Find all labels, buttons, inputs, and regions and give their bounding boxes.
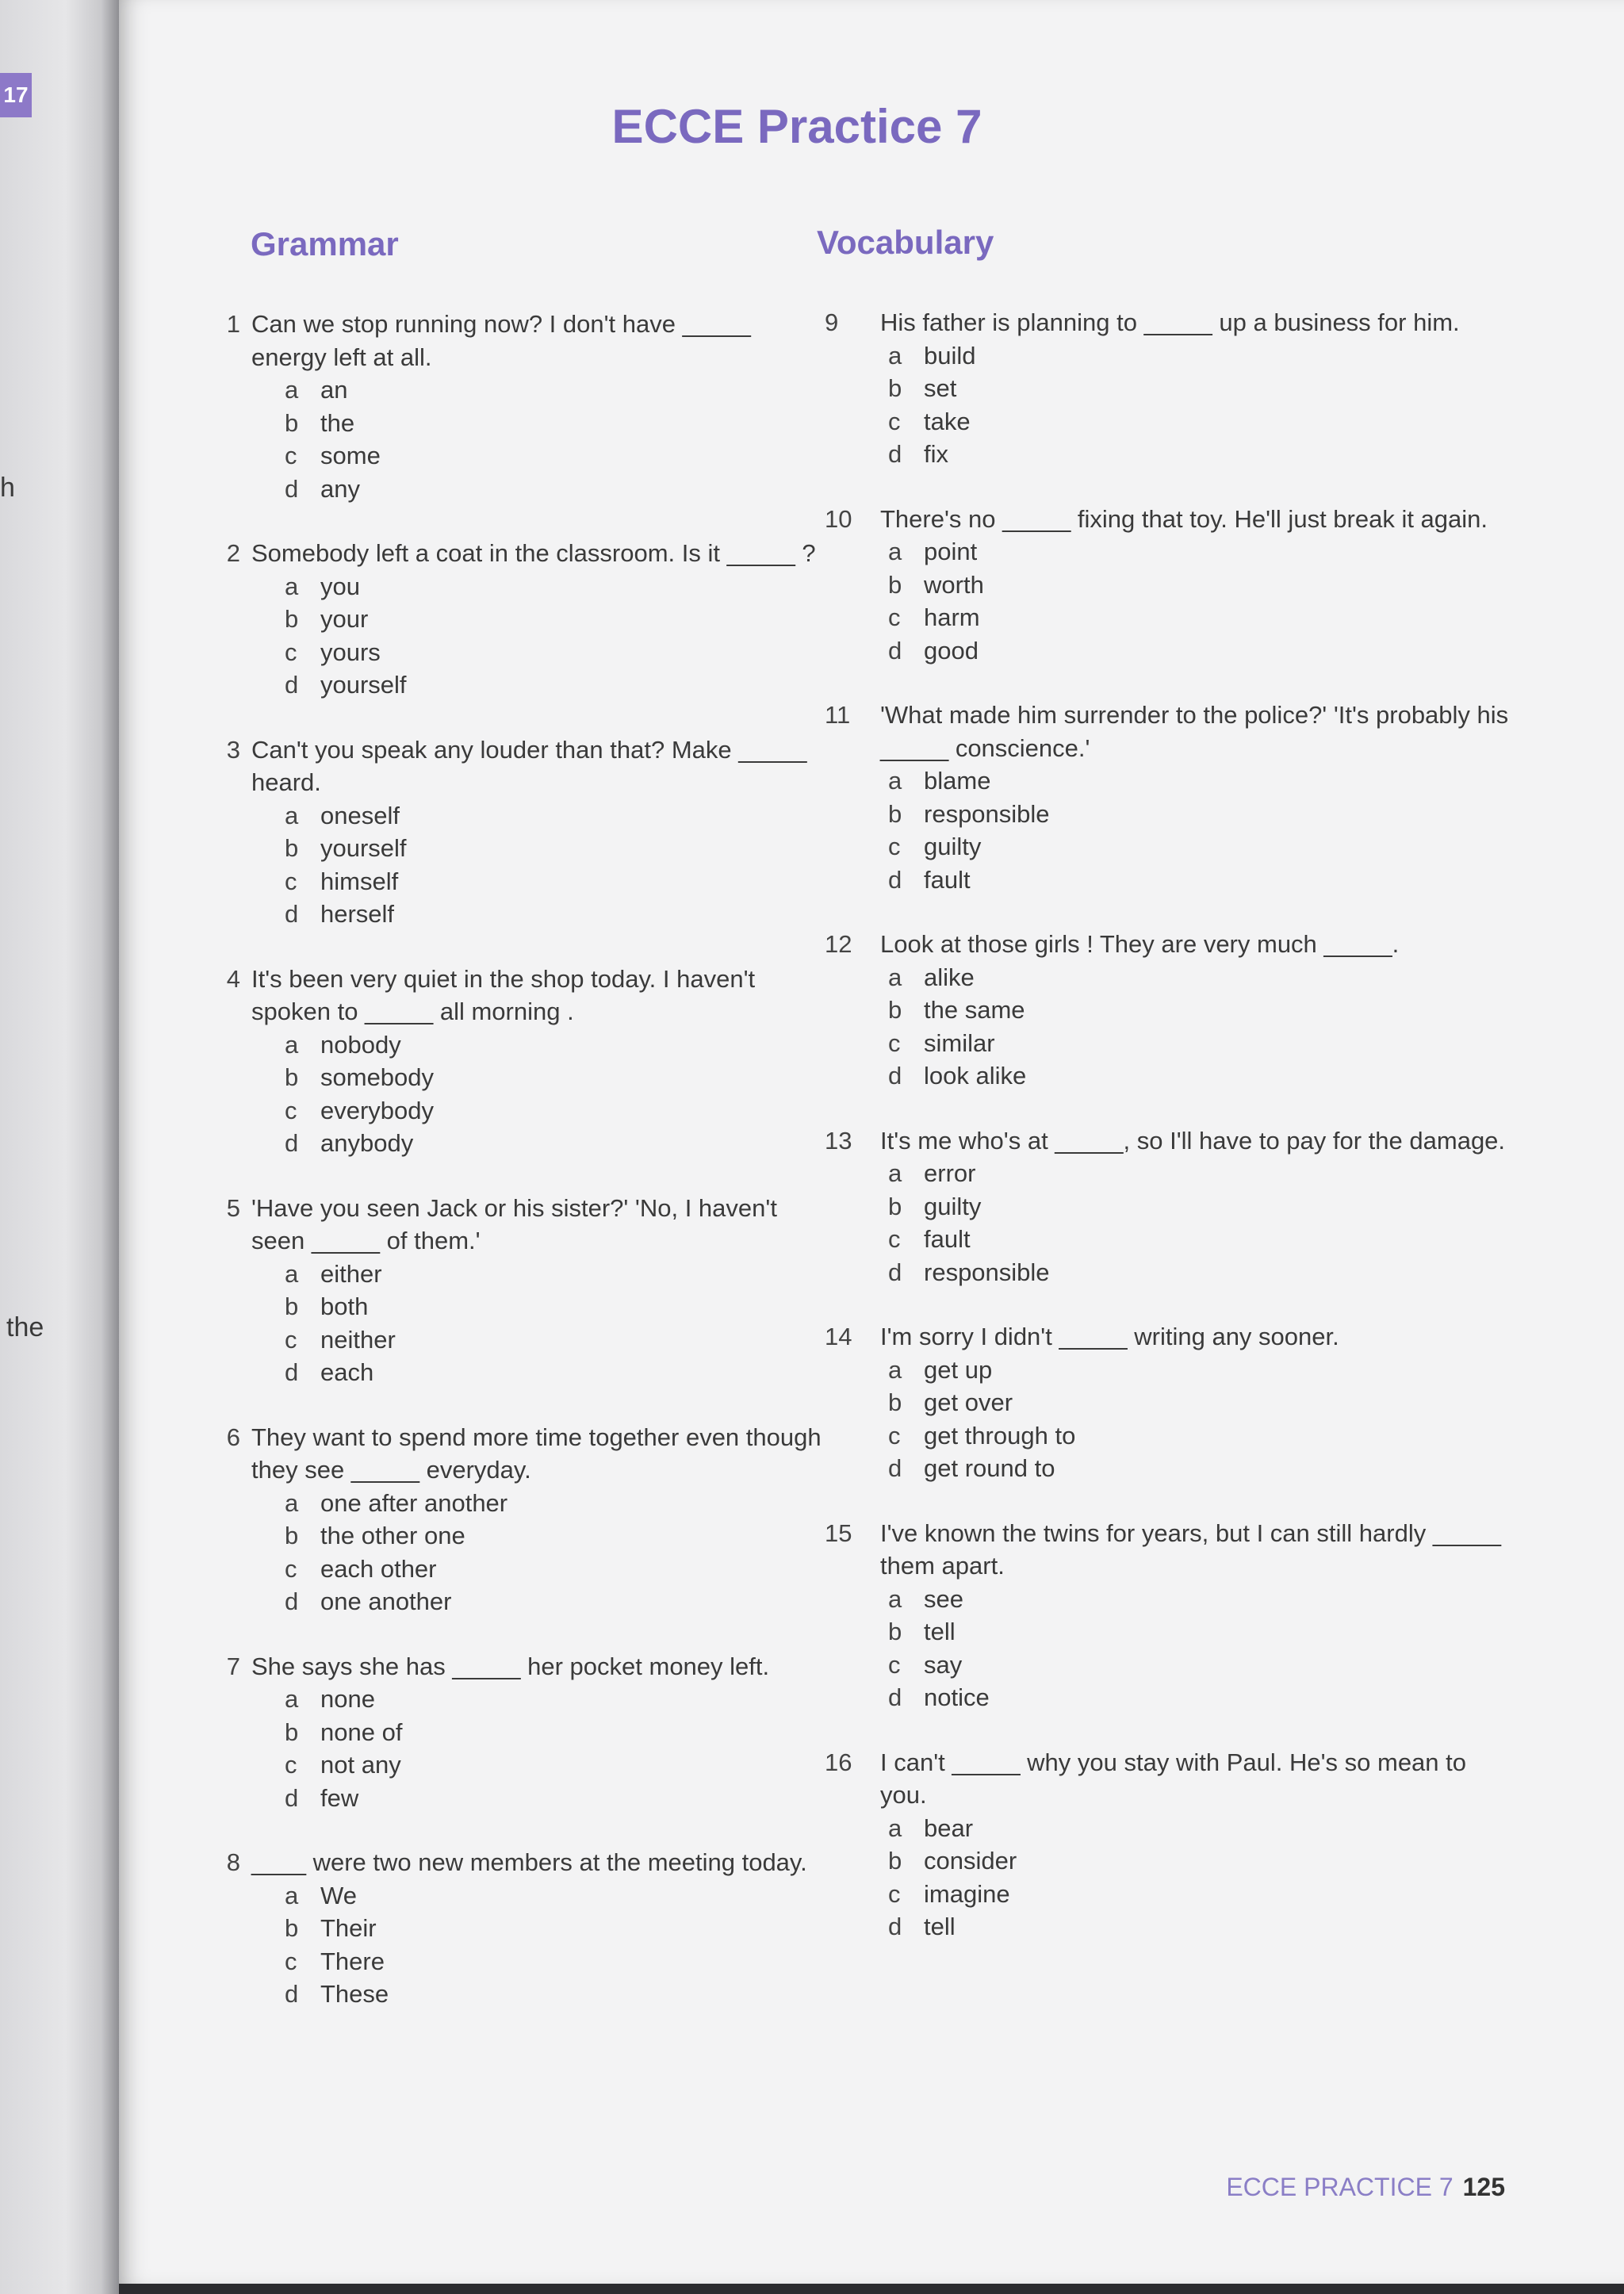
option-text: neither <box>320 1325 396 1354</box>
answer-options <box>197 373 831 505</box>
option-text: somebody <box>320 1063 435 1091</box>
answer-option[interactable] <box>197 636 831 669</box>
answer-option[interactable] <box>817 634 1618 668</box>
option-letter: d <box>285 1783 299 1812</box>
option-letter: c <box>285 867 297 895</box>
option-text: none of <box>320 1718 403 1746</box>
option-letter: d <box>888 636 902 664</box>
option-letter: c <box>285 442 297 469</box>
option-letter: a <box>285 572 299 600</box>
question-stem <box>197 733 831 799</box>
question-text: I can't _____ why you stay with Paul. He's so mean to you. <box>880 1748 1473 1809</box>
option-text: worth <box>924 570 984 599</box>
question <box>197 308 831 505</box>
option-letter: b <box>888 1192 902 1220</box>
answer-option[interactable] <box>197 898 831 931</box>
answer-options <box>817 1583 1618 1714</box>
question <box>817 306 1618 471</box>
answer-option[interactable] <box>197 1356 831 1389</box>
answer-option[interactable] <box>817 1452 1618 1485</box>
option-text: one after another <box>320 1488 508 1517</box>
option-letter: d <box>285 474 299 503</box>
question-text: It's me who's at _____, so I'll have to pay for the damage. <box>880 1126 1506 1155</box>
option-letter: a <box>285 376 299 404</box>
option-text: These <box>320 1980 389 2008</box>
option-text: look alike <box>924 1062 1027 1090</box>
question-text: ____ were two new members at the meeting today. <box>251 1848 807 1876</box>
question-stem <box>817 1746 1618 1812</box>
question-stem <box>197 1650 831 1683</box>
answer-option[interactable] <box>817 1223 1618 1256</box>
option-letter: d <box>285 900 299 928</box>
answer-option[interactable] <box>817 339 1618 373</box>
question-text: There's no _____ fixing that toy. He'll just break it again. <box>880 504 1488 533</box>
answer-option[interactable] <box>197 373 831 407</box>
option-text: good <box>924 636 979 664</box>
answer-options <box>197 1683 831 1814</box>
option-text: the other one <box>320 1522 465 1549</box>
answer-option[interactable] <box>197 1553 831 1586</box>
question <box>817 503 1618 668</box>
answer-option[interactable] <box>817 830 1618 864</box>
option-text: either <box>320 1259 382 1288</box>
option-letter: a <box>888 1813 902 1842</box>
option-letter: c <box>285 1751 297 1779</box>
question-text: I've known the twins for years, but I can still hardly _____ them apart. <box>880 1518 1508 1580</box>
option-text: consider <box>924 1847 1017 1875</box>
option-text: tell <box>924 1618 956 1645</box>
question <box>817 1320 1618 1485</box>
option-text: fix <box>924 440 948 468</box>
question-number: 16 <box>825 1748 852 1776</box>
question-number: 1 <box>226 310 240 338</box>
option-text: himself <box>320 867 399 895</box>
option-letter: c <box>888 1421 901 1450</box>
answer-option[interactable] <box>817 1615 1618 1649</box>
answer-option[interactable] <box>817 1681 1618 1714</box>
page-footer <box>1226 2173 1505 2202</box>
option-text: alike <box>924 963 975 991</box>
option-text: yourself <box>320 834 407 862</box>
option-letter: c <box>285 1554 297 1583</box>
option-letter: b <box>285 605 299 633</box>
option-letter: c <box>285 1096 297 1124</box>
option-letter: d <box>888 1062 902 1090</box>
option-letter: b <box>285 1293 299 1320</box>
question-number: 3 <box>226 735 240 764</box>
option-text: point <box>924 538 978 565</box>
option-text: guilty <box>924 1192 982 1220</box>
option-letter: b <box>285 408 299 437</box>
answer-option[interactable] <box>197 1978 831 2011</box>
option-letter: d <box>888 1683 902 1711</box>
option-text: similar <box>924 1028 995 1057</box>
option-text: responsible <box>924 799 1050 828</box>
option-letter: a <box>285 1881 299 1909</box>
question <box>197 1192 831 1389</box>
question-stem <box>197 1421 831 1487</box>
answer-options <box>817 1354 1618 1485</box>
answer-option[interactable] <box>817 961 1618 994</box>
option-letter: b <box>285 1914 299 1942</box>
option-letter: d <box>285 1358 299 1386</box>
question-stem <box>197 537 831 570</box>
option-letter: b <box>888 799 902 828</box>
answer-option[interactable] <box>817 864 1618 897</box>
option-text: get up <box>924 1355 993 1384</box>
answer-option[interactable] <box>817 1354 1618 1387</box>
answer-options <box>817 764 1618 896</box>
question-text: I'm sorry I didn't _____ writing any sooner. <box>880 1323 1339 1350</box>
option-letter: c <box>888 1650 901 1679</box>
option-letter: a <box>888 1355 902 1384</box>
option-letter: b <box>888 1847 902 1875</box>
answer-option[interactable] <box>817 1386 1618 1419</box>
option-text: set <box>924 374 957 402</box>
question-text: She says she has _____ her pocket money left. <box>251 1652 770 1680</box>
answer-option[interactable] <box>197 603 831 636</box>
question-stem <box>817 1517 1618 1583</box>
option-letter: c <box>285 1947 297 1975</box>
question-number: 10 <box>825 504 852 533</box>
option-letter: b <box>888 1618 902 1645</box>
question <box>197 733 831 931</box>
question-number: 7 <box>226 1652 240 1680</box>
option-text: responsible <box>924 1258 1050 1286</box>
answer-option[interactable] <box>817 569 1618 602</box>
question <box>817 1517 1618 1714</box>
answer-option[interactable] <box>817 1844 1618 1878</box>
answer-option[interactable] <box>817 1190 1618 1224</box>
option-text: blame <box>924 767 991 795</box>
option-text: each <box>320 1358 374 1386</box>
answer-option[interactable] <box>197 473 831 506</box>
option-letter: c <box>888 603 901 631</box>
option-text: There <box>320 1947 385 1975</box>
question-number: 6 <box>226 1423 240 1451</box>
answer-option[interactable] <box>197 1094 831 1128</box>
option-letter: b <box>888 1388 902 1416</box>
answer-option[interactable] <box>197 1028 831 1062</box>
option-text: few <box>320 1783 359 1812</box>
answer-option[interactable] <box>817 372 1618 405</box>
answer-option[interactable] <box>197 1061 831 1094</box>
option-letter: d <box>285 1129 299 1157</box>
question-number: 9 <box>825 308 839 336</box>
option-text: each other <box>320 1554 437 1583</box>
option-text: Their <box>320 1914 377 1942</box>
question-text: They want to spend more time together even though they see _____ everyday. <box>251 1423 829 1484</box>
answer-option[interactable] <box>197 1258 831 1291</box>
vocabulary-section <box>817 224 1618 1944</box>
option-letter: c <box>888 1028 901 1057</box>
answer-option[interactable] <box>197 570 831 603</box>
option-letter: a <box>888 767 902 795</box>
answer-options <box>817 1812 1618 1944</box>
option-text: take <box>924 407 971 435</box>
answer-option[interactable] <box>197 1945 831 1978</box>
option-letter: b <box>888 374 902 402</box>
question-number: 8 <box>226 1848 240 1876</box>
option-text: notice <box>924 1683 990 1711</box>
grammar-questions <box>133 308 831 2011</box>
option-letter: a <box>888 538 902 565</box>
question-stem <box>817 1124 1618 1158</box>
answer-options <box>197 799 831 931</box>
question-text: Somebody left a coat in the classroom. Is it _____ ? <box>251 539 816 567</box>
vocabulary-heading: Vocabulary <box>817 224 994 261</box>
worksheet-page <box>119 0 1624 2284</box>
option-text: some <box>320 442 381 469</box>
question-stem <box>197 1846 831 1879</box>
option-text: anybody <box>320 1129 414 1157</box>
answer-option[interactable] <box>817 1878 1618 1911</box>
page-number: 125 <box>1462 2173 1505 2201</box>
option-letter: c <box>285 1325 297 1354</box>
option-text: fault <box>924 1225 971 1253</box>
option-letter: b <box>285 1522 299 1549</box>
answer-options <box>817 535 1618 667</box>
option-text: the same <box>924 996 1025 1024</box>
option-letter: d <box>285 1980 299 2008</box>
previous-page-edge <box>0 0 119 2294</box>
answer-option[interactable] <box>197 1716 831 1749</box>
question <box>197 963 831 1160</box>
answer-option[interactable] <box>197 1912 831 1945</box>
answer-option[interactable] <box>817 1910 1618 1944</box>
option-letter: a <box>888 963 902 991</box>
option-letter: b <box>285 1718 299 1746</box>
option-text: see <box>924 1584 963 1613</box>
question-text: Look at those girls ! They are very much _____. <box>880 930 1400 958</box>
answer-option[interactable] <box>817 1157 1618 1190</box>
question <box>817 1746 1618 1944</box>
option-text: fault <box>924 865 971 894</box>
option-letter: d <box>888 1913 902 1940</box>
option-letter: b <box>888 570 902 599</box>
answer-option[interactable] <box>817 1027 1618 1060</box>
question-text: It's been very quiet in the shop today. I haven't spoken to _____ all morning . <box>251 964 762 1025</box>
question-number: 5 <box>226 1193 240 1222</box>
option-letter: b <box>285 1063 299 1091</box>
option-text: yours <box>320 638 381 666</box>
question-stem <box>817 928 1618 961</box>
option-text: get over <box>924 1388 1013 1416</box>
answer-option[interactable] <box>197 865 831 898</box>
question <box>197 537 831 702</box>
question-stem <box>197 1192 831 1258</box>
answer-option[interactable] <box>817 1256 1618 1289</box>
answer-option[interactable] <box>817 601 1618 634</box>
question-number: 13 <box>825 1126 852 1155</box>
answer-options <box>197 570 831 702</box>
answer-option[interactable] <box>197 1879 831 1913</box>
answer-option[interactable] <box>817 1419 1618 1453</box>
question-number: 12 <box>825 930 852 958</box>
option-letter: c <box>888 1225 901 1253</box>
previous-page-fragment: the <box>6 1312 44 1342</box>
vocabulary-questions <box>817 306 1618 1944</box>
answer-option[interactable] <box>817 438 1618 471</box>
option-letter: a <box>285 1259 299 1288</box>
option-text: both <box>320 1293 369 1320</box>
answer-option[interactable] <box>197 1782 831 1815</box>
option-text: guilty <box>924 833 982 860</box>
question <box>817 928 1618 1093</box>
answer-option[interactable] <box>197 1683 831 1716</box>
answer-option[interactable] <box>197 439 831 473</box>
question-text: 'Have you seen Jack or his sister?' 'No, I haven't seen _____ of them.' <box>251 1193 784 1254</box>
page-title: ECCE Practice 7 <box>611 100 982 153</box>
question <box>817 699 1618 896</box>
question <box>817 1124 1618 1289</box>
answer-option[interactable] <box>817 764 1618 798</box>
previous-page-fragment: h <box>0 473 15 503</box>
answer-option[interactable] <box>817 1812 1618 1845</box>
option-text: not any <box>320 1751 401 1779</box>
option-text: tell <box>924 1913 956 1940</box>
option-text: you <box>320 572 360 600</box>
option-letter: d <box>888 1258 902 1286</box>
question-number: 4 <box>226 964 240 993</box>
question-text: Can't you speak any louder than that? Make _____ heard. <box>251 735 814 796</box>
option-letter: d <box>285 1587 299 1615</box>
option-letter: a <box>888 341 902 370</box>
answer-options <box>817 961 1618 1093</box>
answer-option[interactable] <box>197 1519 831 1553</box>
question-number: 11 <box>825 701 851 729</box>
answer-options <box>197 1258 831 1389</box>
grammar-section <box>133 225 831 2011</box>
option-letter: a <box>285 801 299 829</box>
answer-option[interactable] <box>817 1649 1618 1682</box>
answer-option[interactable] <box>197 1290 831 1323</box>
question-number: 15 <box>825 1518 852 1547</box>
answer-option[interactable] <box>197 1585 831 1618</box>
option-letter: d <box>888 1454 902 1482</box>
option-letter: d <box>285 671 299 699</box>
option-text: everybody <box>320 1096 435 1124</box>
option-text: get round to <box>924 1454 1055 1482</box>
question-stem <box>197 308 831 373</box>
question-stem <box>817 1320 1618 1354</box>
question-stem <box>817 503 1618 536</box>
question-text: His father is planning to _____ up a business for him. <box>880 308 1460 336</box>
option-text: We <box>320 1881 357 1909</box>
option-text: get through to <box>924 1421 1076 1450</box>
option-text: imagine <box>924 1879 1010 1908</box>
option-letter: a <box>888 1584 902 1613</box>
option-letter: d <box>888 865 902 894</box>
option-letter: c <box>888 833 901 860</box>
page-tab: 17 <box>0 73 32 117</box>
option-letter: a <box>285 1488 299 1517</box>
question-text: 'What made him surrender to the police?' 'It's probably his _____ conscience.' <box>880 701 1515 762</box>
question-stem <box>817 306 1618 339</box>
option-letter: a <box>888 1159 902 1187</box>
option-text: yourself <box>320 671 407 699</box>
option-text: build <box>924 341 976 370</box>
option-letter: b <box>888 996 902 1024</box>
answer-option[interactable] <box>197 1487 831 1520</box>
question-stem <box>197 963 831 1028</box>
grammar-heading: Grammar <box>251 225 399 262</box>
answer-option[interactable] <box>817 405 1618 439</box>
answer-options <box>197 1487 831 1618</box>
option-text: one another <box>320 1587 452 1615</box>
answer-option[interactable] <box>197 1127 831 1160</box>
option-text: any <box>320 474 360 503</box>
option-letter: c <box>888 1879 901 1908</box>
question-stem <box>817 699 1618 764</box>
option-text: harm <box>924 603 980 631</box>
option-letter: a <box>285 1030 299 1059</box>
answer-option[interactable] <box>817 1059 1618 1093</box>
option-text: your <box>320 605 369 633</box>
option-letter: a <box>285 1685 299 1713</box>
option-letter: c <box>888 407 901 435</box>
answer-option[interactable] <box>197 832 831 865</box>
option-text: error <box>924 1159 976 1187</box>
answer-option[interactable] <box>817 535 1618 569</box>
question-number: 2 <box>226 539 240 567</box>
option-text: oneself <box>320 801 400 829</box>
option-letter: c <box>285 638 297 666</box>
question <box>197 1421 831 1618</box>
question <box>197 1846 831 2011</box>
answer-option[interactable] <box>197 668 831 702</box>
answer-option[interactable] <box>817 798 1618 831</box>
option-text: the <box>320 408 355 437</box>
question-number: 14 <box>825 1323 852 1350</box>
option-letter: b <box>285 834 299 862</box>
answer-option[interactable] <box>817 994 1618 1027</box>
option-text: none <box>320 1685 375 1713</box>
option-text: herself <box>320 900 395 928</box>
question-text: Can we stop running now? I don't have _____ energy left at all. <box>251 310 758 371</box>
option-letter: d <box>888 440 902 468</box>
answer-options <box>817 339 1618 471</box>
footer-label: ECCE PRACTICE 7 <box>1226 2173 1454 2201</box>
option-text: nobody <box>320 1030 401 1059</box>
answer-option[interactable] <box>197 407 831 440</box>
answer-option[interactable] <box>817 1583 1618 1616</box>
question <box>197 1650 831 1815</box>
option-text: say <box>924 1650 963 1679</box>
answer-options <box>197 1879 831 2011</box>
option-text: bear <box>924 1813 974 1842</box>
answer-options <box>197 1028 831 1160</box>
answer-options <box>817 1157 1618 1289</box>
answer-option[interactable] <box>197 799 831 833</box>
answer-option[interactable] <box>197 1323 831 1357</box>
answer-option[interactable] <box>197 1748 831 1782</box>
option-text: an <box>320 376 348 404</box>
